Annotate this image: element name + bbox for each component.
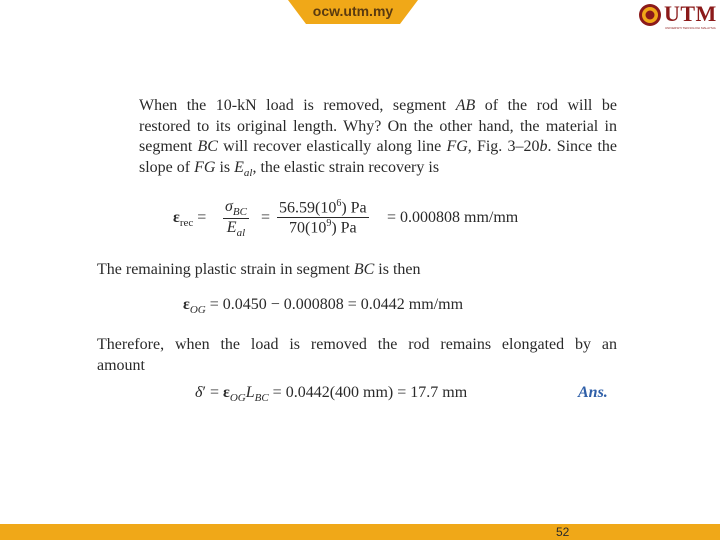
paragraph-elastic-recovery xyxy=(97,96,617,183)
eq1-lhs: $\varepsilon_{rec}$ = xyxy=(173,209,207,230)
eq1-equals: = xyxy=(261,209,271,226)
paragraph-plastic-strain xyxy=(97,260,617,281)
paragraph-line: slope of FG is $E_{al}$, the elastic strain recovery is xyxy=(139,158,440,179)
equation-plastic-strain: $\varepsilon_{OG} = 0.0450 - 0.000808 = 0.0442$ mm/mm xyxy=(183,296,464,317)
eq1-numeric-fraction: $\frac{56.59(10^6) Pa}{70(10^9) Pa}$ xyxy=(279,198,367,237)
eq1-result: = 0.000808 mm/mm xyxy=(387,209,519,226)
equation-elongation: $\delta' = \varepsilon_{OG}L_{BC} = 0.0442(400$ mm) = 17.7 mm xyxy=(195,384,468,405)
site-tab[interactable] xyxy=(288,0,418,24)
site-tab-label[interactable]: ocw.utm.my xyxy=(312,3,394,19)
utm-logo xyxy=(638,2,718,32)
eq1-symbolic-fraction: $\sigma_{BC}$ $E_{al}$ xyxy=(225,198,247,240)
page-number: 52 xyxy=(556,525,570,539)
utm-logo-text: UTM xyxy=(664,1,717,26)
paragraph-line: The remaining plastic strain in segment BC is then xyxy=(97,261,421,278)
footer-bar xyxy=(0,524,720,540)
paragraph-line: restored to its original length. Why? On the other hand, the material in xyxy=(139,117,617,135)
utm-emblem-icon xyxy=(638,2,662,30)
paragraph-line: Therefore, when the load is removed the rod remains elongated by an xyxy=(97,336,617,353)
paragraph-elongation xyxy=(97,335,617,376)
answer-label: Ans. xyxy=(578,384,608,401)
paragraph-line: When the 10-kN load is removed, segment AB of the rod will be xyxy=(139,97,617,114)
paragraph-line: amount xyxy=(97,356,145,374)
paragraph-line: segment BC will recover elastically along line FG, Fig. 3–20b. Since the xyxy=(139,138,618,155)
utm-logo-subtext: UNIVERSITI TEKNOLOGI MALAYSIA xyxy=(665,26,716,30)
